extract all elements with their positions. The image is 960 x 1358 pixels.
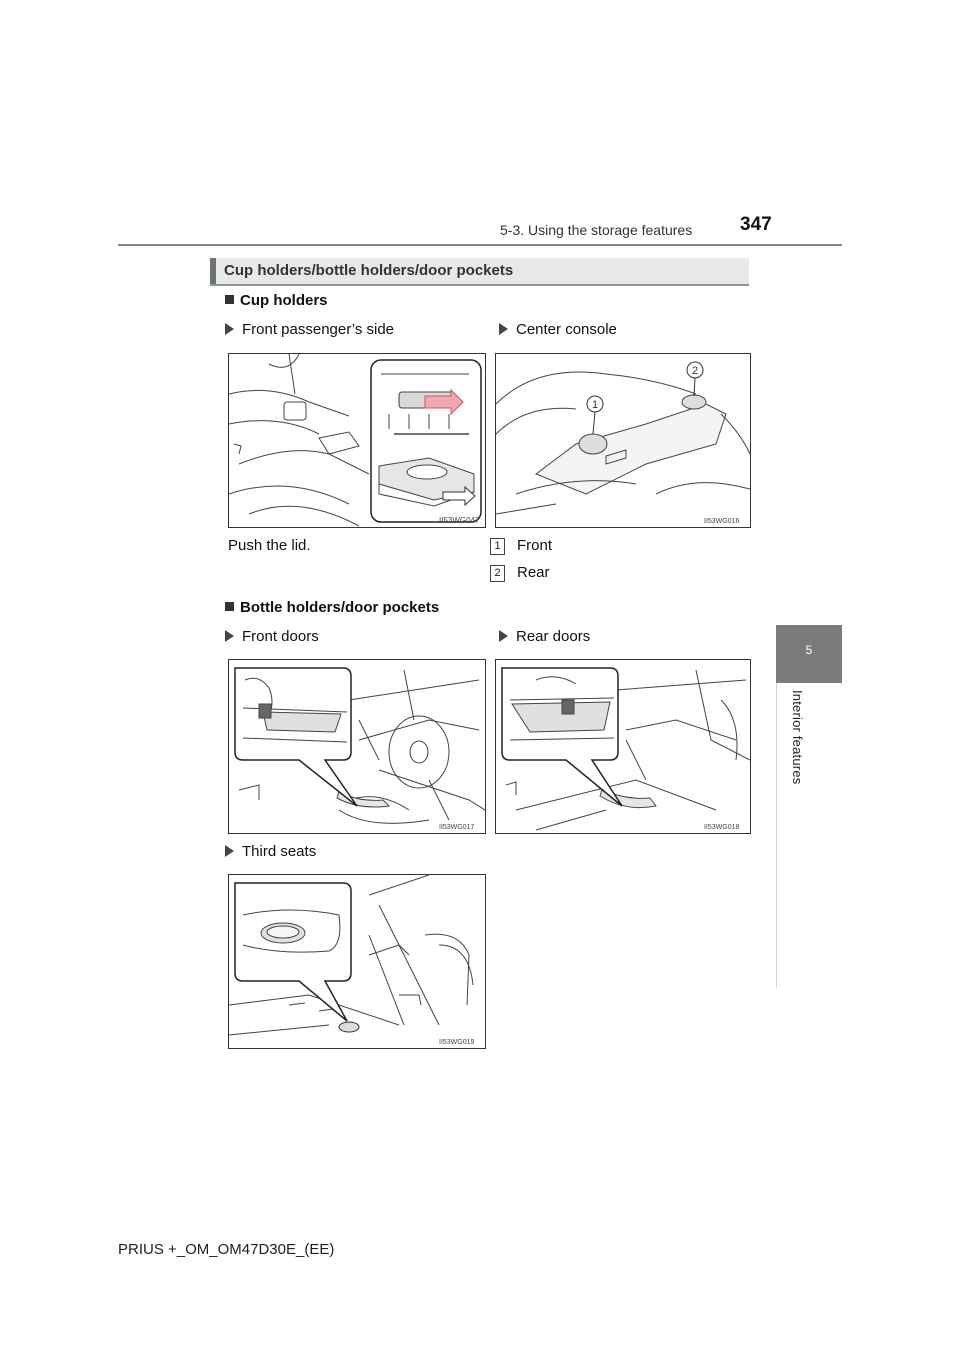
third-seats-label	[225, 843, 316, 860]
front-passenger-label-text: Front passenger’s side	[242, 321, 395, 338]
third-seats-label-text: Third seats	[242, 843, 317, 860]
front-doors-label-text: Front doors	[242, 628, 319, 645]
chapter-number: 5	[805, 643, 813, 657]
triangle-bullet-icon	[499, 323, 508, 335]
fig-id-front-doors: II53WG017	[439, 824, 475, 831]
fig-id-front-passenger: II53WG047	[439, 516, 480, 525]
section-title: Cup holders/bottle holders/door pockets	[224, 262, 514, 279]
header-rule	[118, 244, 842, 246]
rear-doors-label	[499, 628, 590, 645]
triangle-bullet-icon	[225, 845, 234, 857]
front-doors-label	[225, 628, 319, 645]
cup-holders-heading	[225, 292, 328, 309]
cup-holders-heading-text: Cup holders	[240, 292, 328, 309]
section-title-accent	[210, 258, 216, 284]
legend-number-badge: 2	[490, 565, 505, 582]
triangle-bullet-icon	[225, 323, 234, 335]
triangle-bullet-icon	[225, 630, 234, 642]
push-lid-caption: Push the lid.	[228, 537, 311, 554]
fig-id-rear-doors: II53WG018	[704, 824, 740, 831]
center-console-cup-holder-illustration	[495, 353, 751, 528]
fig-id-third-seats: II53WG019	[439, 1039, 475, 1046]
rear-doors-label-text: Rear doors	[516, 628, 591, 645]
center-console-label	[499, 321, 617, 338]
legend-item-text: Rear	[517, 564, 550, 581]
legend-item-front	[490, 537, 552, 555]
page-number: 347	[740, 214, 772, 235]
callout-1: 1	[591, 399, 599, 411]
bottle-holders-heading-text: Bottle holders/door pockets	[240, 599, 440, 616]
center-console-label-text: Center console	[516, 321, 617, 338]
chapter-tab-body	[776, 683, 843, 988]
bottle-holders-heading	[225, 599, 439, 616]
front-doors-pocket-illustration	[228, 659, 486, 834]
chapter-label: Interior features	[790, 690, 805, 785]
square-bullet-icon	[225, 295, 234, 304]
section-title-bar	[210, 258, 749, 286]
legend-number-badge: 1	[490, 538, 505, 555]
front-passenger-label	[225, 321, 394, 338]
fig-id-center-console: II53WG016	[704, 518, 740, 525]
callout-2: 2	[691, 365, 699, 377]
square-bullet-icon	[225, 602, 234, 611]
front-passenger-cup-holder-illustration	[228, 353, 486, 528]
rear-doors-pocket-illustration	[495, 659, 751, 834]
third-seats-cup-holder-illustration	[228, 874, 486, 1049]
footer-manual-id: PRIUS +_OM_OM47D30E_(EE)	[118, 1241, 335, 1258]
header-section-title: 5-3. Using the storage features	[500, 222, 693, 238]
triangle-bullet-icon	[499, 630, 508, 642]
legend-item-text: Front	[517, 537, 553, 554]
legend-item-rear	[490, 564, 550, 582]
